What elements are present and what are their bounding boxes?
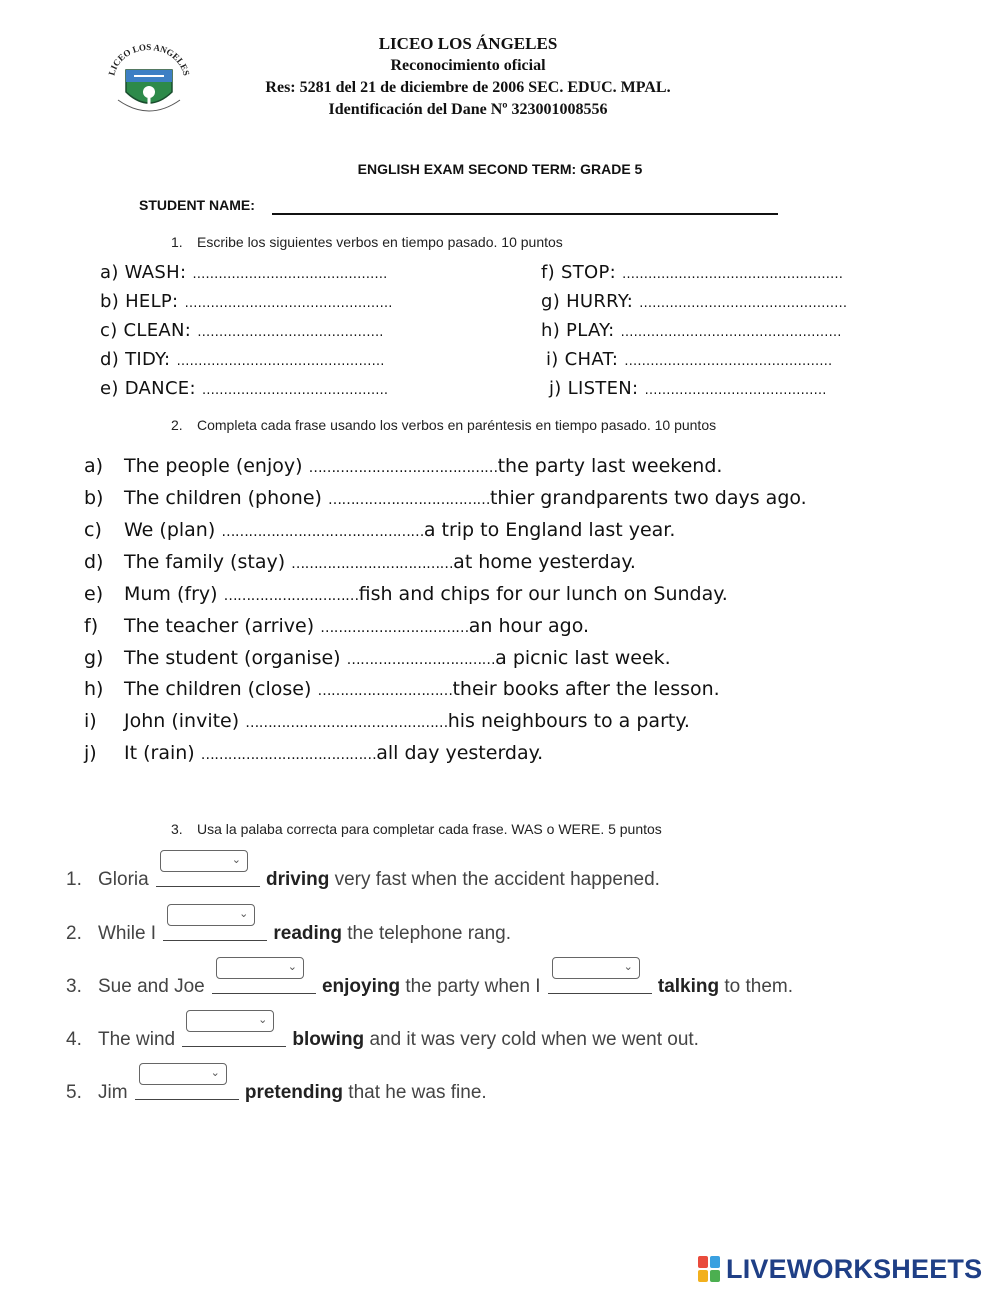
answer-blank[interactable]: ………………………… [223, 588, 359, 604]
question-item [66, 1014, 699, 1051]
answer-blank[interactable]: ……………………………………… [221, 524, 424, 540]
question-verb: reading [273, 923, 342, 944]
verb-label: e) DANCE: [100, 378, 196, 399]
question-number: 3. [66, 976, 82, 997]
answer-blank[interactable]: …………………………………… [308, 460, 498, 476]
sentence-start: The children (phone) [124, 487, 322, 509]
chevron-down-icon: ⌄ [210, 1067, 220, 1079]
answer-gap [548, 961, 652, 994]
sentence-start: The children (close) [124, 678, 312, 700]
question-item [66, 961, 794, 998]
sentence-item [84, 551, 636, 573]
was-were-dropdown[interactable] [552, 957, 640, 979]
question-end: to them. [724, 976, 794, 997]
liveworksheets-icon [698, 1256, 722, 1282]
sentence-letter: h) [84, 678, 104, 700]
answer-blank[interactable]: ……………………………………. [197, 325, 384, 340]
sentence-letter: c) [84, 519, 102, 541]
sentence-letter: f) [84, 615, 99, 637]
svg-text:LICEO LOS ANGELES: LICEO LOS ANGELES [106, 41, 192, 77]
sentence-item [84, 615, 589, 637]
answer-blank[interactable]: ……………………………………… [245, 715, 448, 731]
question-start: The wind [98, 1029, 176, 1050]
answer-blank[interactable]: ……………………………… [327, 492, 490, 508]
answer-blank[interactable]: ……………………………… [291, 556, 454, 572]
answer-blank[interactable]: ……………………………………. [201, 383, 389, 398]
sentence-end: his neighbours to a party. [447, 710, 690, 732]
sentence-end: a trip to England last year. [423, 519, 676, 541]
answer-blank[interactable]: …………………………………………… [622, 267, 844, 282]
liveworksheets-brand[interactable]: LIVEWORKSHEETS [726, 1254, 983, 1284]
dane-identification: Identificación del Dane Nº 323001008556 [328, 101, 608, 118]
answer-blank[interactable]: ………………………………… [200, 747, 377, 763]
verb-item [541, 291, 847, 312]
verb-label: j) LISTEN: [549, 378, 639, 399]
sentence-letter: e) [84, 583, 104, 605]
sentence-letter: a) [84, 455, 104, 477]
section3-instruction-text: Usa la palaba correcta para completar cada frase. WAS o WERE. 5 puntos [197, 821, 662, 837]
sentence-item [84, 678, 720, 700]
answer-blank[interactable]: ………………………………………… [639, 296, 848, 311]
verb-item [549, 378, 826, 399]
was-were-dropdown[interactable] [216, 957, 304, 979]
was-were-dropdown[interactable] [160, 850, 248, 872]
question-number: 5. [66, 1082, 82, 1103]
verb-label: a) WASH: [100, 262, 187, 283]
chevron-down-icon: ⌄ [287, 961, 297, 973]
answer-blank[interactable]: …………………………… [320, 620, 469, 636]
answer-blank[interactable]: ……………………………………… [192, 267, 388, 282]
sentence-start: The student (organise) [124, 647, 341, 669]
section2-instruction-text: Completa cada frase usando los verbos en paréntesis en tiempo pasado. 10 puntos [197, 417, 717, 433]
answer-blank[interactable]: …………………………………… [644, 383, 827, 398]
question-item [66, 908, 512, 945]
question-number: 4. [66, 1029, 82, 1050]
section1-instruction [171, 234, 563, 250]
verb-label: b) HELP: [100, 291, 179, 312]
sentence-end: thier grandparents two days ago. [489, 487, 807, 509]
question-start: Gloria [98, 869, 149, 890]
answer-gap [156, 854, 260, 887]
sentence-start: Mum (fry) [124, 583, 218, 605]
exam-title: ENGLISH EXAM SECOND TERM: GRADE 5 [357, 161, 643, 177]
sentence-start: The people (enjoy) [124, 455, 303, 477]
sentence-start: It (rain) [124, 742, 195, 764]
sentence-end: an hour ago. [468, 615, 590, 637]
answer-blank[interactable]: ………………………… [317, 683, 453, 699]
verb-item [541, 262, 843, 283]
question-verb: pretending [244, 1082, 344, 1103]
sentence-item [84, 455, 722, 477]
sentence-item [84, 742, 543, 764]
sentence-end: at home yesterday. [453, 551, 636, 573]
chevron-down-icon: ⌄ [231, 854, 241, 866]
answer-blank[interactable]: ………………………………………… [176, 354, 385, 369]
question-end: and it was very cold when we went out. [369, 1029, 699, 1050]
sentence-item [84, 647, 671, 669]
question-item [66, 1067, 487, 1104]
sentence-start: The family (stay) [124, 551, 286, 573]
sentence-item [84, 519, 675, 541]
was-were-dropdown[interactable] [186, 1010, 274, 1032]
verb-label: f) STOP: [541, 262, 616, 283]
question-end: very fast when the accident happened. [334, 869, 660, 890]
school-name: LICEO LOS ÁNGELES [378, 34, 558, 53]
chevron-down-icon: ⌄ [258, 1014, 268, 1026]
answer-blank[interactable]: ………………………………………… [624, 354, 833, 369]
question-number: 2. [66, 923, 82, 944]
section3-number: 3. [171, 821, 183, 837]
student-name-line[interactable] [272, 213, 778, 215]
question-middle: the party when I [405, 976, 541, 997]
verb-item [100, 262, 387, 283]
sentence-item [84, 487, 807, 509]
sentence-letter: b) [84, 487, 104, 509]
verb-item [541, 320, 841, 341]
question-start: While I [98, 923, 157, 944]
resolution-line: Res: 5281 del 21 de diciembre de 2006 SEC. EDUC. MPAL. [265, 79, 671, 96]
sentence-letter: d) [84, 551, 104, 573]
answer-gap [163, 908, 267, 941]
question-verb: blowing [292, 1029, 365, 1050]
sentence-item [84, 583, 728, 605]
verb-label: c) CLEAN: [100, 320, 192, 341]
sentence-end: their books after the lesson. [452, 678, 720, 700]
chevron-down-icon: ⌄ [623, 961, 633, 973]
verb-item [100, 320, 383, 341]
student-name-label: STUDENT NAME: [139, 197, 255, 213]
was-were-dropdown[interactable] [139, 1063, 227, 1085]
section1-instruction-text: Escribe los siguientes verbos en tiempo pasado. 10 puntos [197, 234, 563, 250]
sentence-letter: j) [84, 742, 97, 764]
question-number: 1. [66, 869, 82, 890]
sentence-start: The teacher (arrive) [124, 615, 315, 637]
question-verb: driving [265, 869, 330, 890]
chevron-down-icon: ⌄ [239, 908, 249, 920]
verb-item [100, 378, 388, 399]
sentence-end: all day yesterday. [376, 742, 544, 764]
question-end: that he was fine. [348, 1082, 487, 1103]
verb-item [546, 349, 832, 370]
sentence-end: a picnic last week. [495, 647, 671, 669]
section2-instruction [171, 417, 716, 433]
answer-blank[interactable]: …………………………… [346, 652, 496, 668]
verb-label: g) HURRY: [541, 291, 634, 312]
answer-blank[interactable]: ………………………………………… [184, 296, 393, 311]
answer-gap [182, 1014, 286, 1047]
section2-number: 2. [171, 417, 183, 433]
verb-label: i) CHAT: [546, 349, 619, 370]
question-start: Sue and Joe [98, 976, 205, 997]
answer-gap [135, 1067, 239, 1100]
section3-instruction [171, 821, 662, 837]
question-start: Jim [98, 1082, 128, 1103]
sentence-start: John (invite) [124, 710, 240, 732]
verb-item [100, 349, 384, 370]
official-recognition: Reconocimiento oficial [390, 57, 546, 74]
verb-label: d) TIDY: [100, 349, 171, 370]
section1-number: 1. [171, 234, 183, 250]
question-verb: enjoying [321, 976, 401, 997]
verb-label: h) PLAY: [541, 320, 615, 341]
was-were-dropdown[interactable] [167, 904, 255, 926]
sentence-start: We (plan) [124, 519, 216, 541]
sentence-letter: g) [84, 647, 104, 669]
question-end: the telephone rang. [347, 923, 512, 944]
sentence-letter: i) [84, 710, 97, 732]
question-verb: talking [657, 976, 720, 997]
verb-item [100, 291, 392, 312]
sentence-end: fish and chips for our lunch on Sunday. [358, 583, 728, 605]
answer-gap [212, 961, 316, 994]
sentence-item [84, 710, 690, 732]
question-item [66, 854, 660, 891]
sentence-end: the party last weekend. [497, 455, 723, 477]
answer-blank[interactable]: …………………………………………… [620, 325, 842, 340]
